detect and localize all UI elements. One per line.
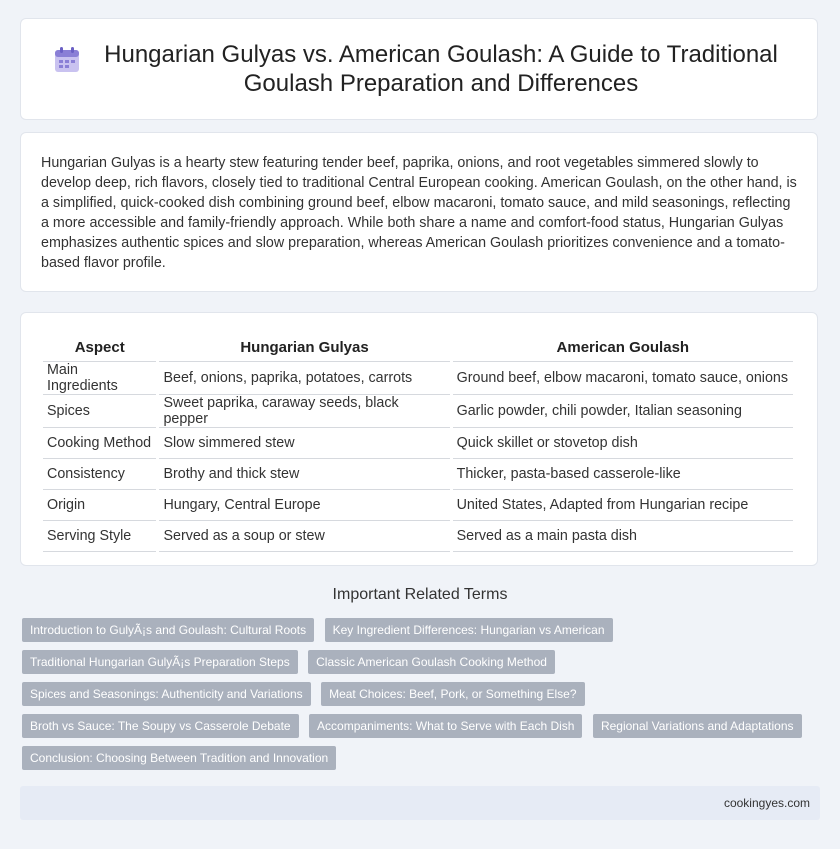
related-terms-heading: Important Related Terms <box>332 586 508 603</box>
related-term-tag[interactable]: Regional Variations and Adaptations <box>593 714 802 738</box>
table-cell: Consistency <box>43 459 156 490</box>
footer-site-link[interactable]: cookingyes.com <box>723 796 810 810</box>
table-cell: Beef, onions, paprika, potatoes, carrots <box>159 362 449 395</box>
table-cell: Quick skillet or stovetop dish <box>453 428 793 459</box>
table-cell: United States, Adapted from Hungarian recipe <box>453 490 793 521</box>
table-cell: Serving Style <box>43 521 156 552</box>
column-header: Hungarian Gulyas <box>159 334 449 362</box>
related-term-tag[interactable]: Traditional Hungarian GulyÃ¡s Preparation Steps <box>22 650 298 674</box>
table-cell: Garlic powder, chili powder, Italian seasoning <box>453 395 793 428</box>
comparison-table <box>40 334 796 552</box>
table-cell: Slow simmered stew <box>159 428 449 459</box>
calendar-icon <box>52 46 82 74</box>
table-cell: Brothy and thick stew <box>159 459 449 490</box>
table-row <box>43 521 793 552</box>
column-header: American Goulash <box>453 334 793 362</box>
table-row <box>43 362 793 395</box>
table-row <box>43 428 793 459</box>
related-term-tag[interactable]: Broth vs Sauce: The Soupy vs Casserole Debate <box>22 714 299 738</box>
footer <box>20 786 820 820</box>
table-row <box>43 395 793 428</box>
table-cell: Served as a soup or stew <box>159 521 449 552</box>
related-term-tag[interactable]: Meat Choices: Beef, Pork, or Something Else? <box>321 682 584 706</box>
table-cell: Origin <box>43 490 156 521</box>
related-term-tag[interactable]: Spices and Seasonings: Authenticity and Variations <box>22 682 311 706</box>
header-card <box>20 18 818 120</box>
page-title: Hungarian Gulyas vs. American Goulash: A Guide to Traditional Goulash Preparation and Differences <box>104 41 778 97</box>
table-cell: Spices <box>43 395 156 428</box>
related-term-tag[interactable]: Conclusion: Choosing Between Tradition and Innovation <box>22 746 336 770</box>
intro-paragraph: Hungarian Gulyas is a hearty stew featuring tender beef, paprika, onions, and root vegetables simmered slowly to develop deep, rich flavors, closely tied to traditional Central European cooking. American Goulash, on the other hand, is a simplified, quick-cooked dish combining ground beef, elbow macaroni, tomato sauce, and mild seasonings, reflecting a more accessible and family-friendly approach. While both share a name and comfort-food status, Hungarian Gulyas emphasizes authentic spices and slow preparation, whereas American Goulash prioritizes convenience and a tomato-based flavor profile. <box>41 155 797 271</box>
table-row <box>43 459 793 490</box>
table-cell: Hungary, Central Europe <box>159 490 449 521</box>
related-term-tag[interactable]: Accompaniments: What to Serve with Each Dish <box>309 714 582 738</box>
related-terms-list <box>22 618 822 778</box>
related-term-tag[interactable]: Classic American Goulash Cooking Method <box>308 650 555 674</box>
table-cell: Main Ingredients <box>43 362 156 395</box>
table-header-row <box>43 334 793 362</box>
column-header: Aspect <box>43 334 156 362</box>
related-term-tag[interactable]: Introduction to GulyÃ¡s and Goulash: Cultural Roots <box>22 618 314 642</box>
related-term-tag[interactable]: Key Ingredient Differences: Hungarian vs American <box>325 618 613 642</box>
table-cell: Cooking Method <box>43 428 156 459</box>
table-cell: Served as a main pasta dish <box>453 521 793 552</box>
table-cell: Sweet paprika, caraway seeds, black pepper <box>159 395 449 428</box>
table-cell: Ground beef, elbow macaroni, tomato sauce, onions <box>453 362 793 395</box>
comparison-table-card <box>20 312 818 566</box>
table-row <box>43 490 793 521</box>
intro-card <box>20 132 818 292</box>
table-cell: Thicker, pasta-based casserole-like <box>453 459 793 490</box>
